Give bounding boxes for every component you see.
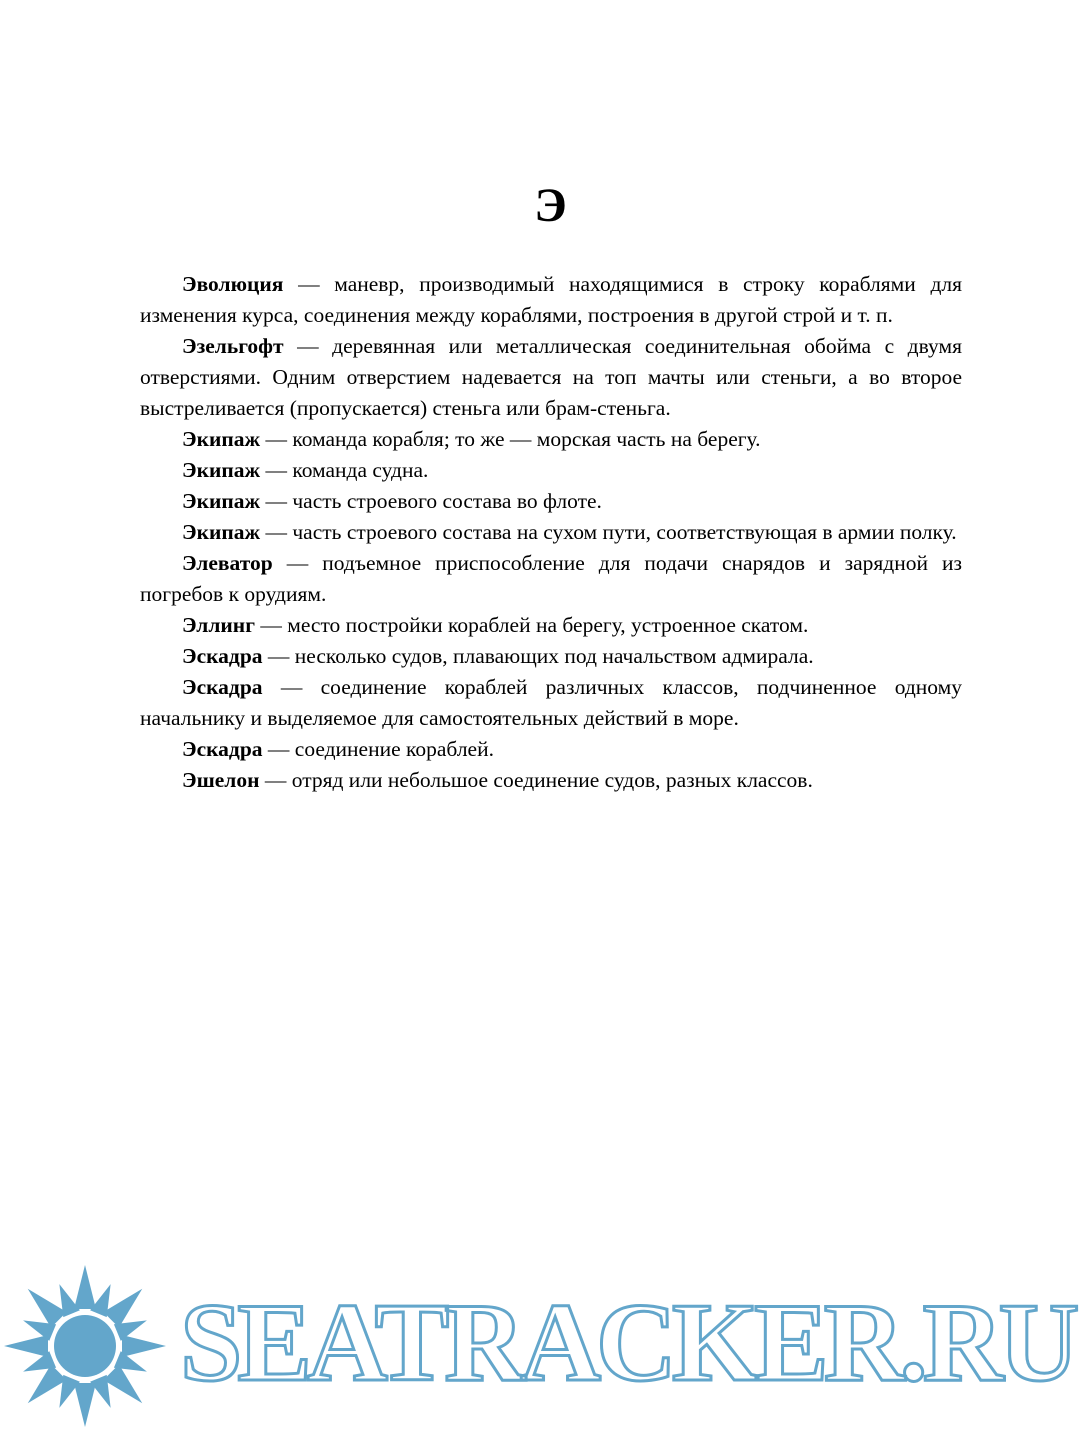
entry bbox=[140, 517, 962, 548]
entry-term: Экипаж bbox=[182, 458, 261, 482]
entry-term: Экипаж bbox=[182, 427, 261, 451]
entry-definition: — подъемное приспособление для подачи снарядов и зарядной из погребов к орудиям. bbox=[140, 551, 962, 606]
entry-definition: — отряд или небольшое соединение судов, разных классов. bbox=[259, 768, 813, 792]
sun-icon bbox=[0, 1261, 170, 1431]
entry-term: Экипаж bbox=[182, 520, 261, 544]
entry-term: Эшелон bbox=[182, 768, 260, 792]
entry-term: Эволюция bbox=[182, 272, 284, 296]
entry-definition: — соединение кораблей различных классов, подчиненное одному начальнику и выделяемое для самостоятельных действий в море. bbox=[140, 675, 962, 730]
document-page bbox=[140, 178, 962, 796]
entry-term: Эскадра bbox=[182, 644, 263, 668]
entry-definition: — команда судна. bbox=[260, 458, 429, 482]
entry bbox=[140, 331, 962, 424]
entry bbox=[140, 548, 962, 610]
entry-term: Эллинг bbox=[182, 613, 255, 637]
entry-definition: — место постройки кораблей на берегу, устроенное скатом. bbox=[254, 613, 809, 637]
entry-term: Эскадра bbox=[182, 675, 263, 699]
entry bbox=[140, 424, 962, 455]
entry-list bbox=[140, 269, 962, 796]
entry-term: Элеватор bbox=[182, 551, 273, 575]
entry bbox=[140, 610, 962, 641]
entry-definition: — часть строевого состава на сухом пути, соответствующая в армии полку. bbox=[260, 520, 957, 544]
entry bbox=[140, 455, 962, 486]
entry bbox=[140, 672, 962, 734]
watermark bbox=[0, 1250, 1080, 1425]
entry-term: Экипаж bbox=[182, 489, 261, 513]
entry-term: Эскадра bbox=[182, 737, 263, 761]
watermark-text: SEATRACKER.RU bbox=[180, 1281, 1075, 1405]
entry bbox=[140, 734, 962, 765]
entry bbox=[140, 486, 962, 517]
entry-definition: — соединение кораблей. bbox=[262, 737, 494, 761]
page-title: Э bbox=[534, 179, 568, 232]
entry-definition: — несколько судов, плавающих под начальством адмирала. bbox=[262, 644, 814, 668]
entry bbox=[140, 641, 962, 672]
entry-definition: — команда корабля; то же — морская часть на берегу. bbox=[260, 427, 761, 451]
entry-definition: — маневр, производимый находящимися в строку кораблями для изменения курса, соединения между кораблями, построения в другой строй и т. п. bbox=[140, 272, 962, 327]
entry bbox=[140, 765, 962, 796]
entry-definition: — деревянная или металлическая соединительная обойма с двумя отверстиями. Одним отверстием надевается на топ мачты или стеньги, а во второе выстреливается (пропускается) стеньга или брам-стеньга. bbox=[140, 334, 962, 420]
entry bbox=[140, 269, 962, 331]
entry-term: Эзельгофт bbox=[182, 334, 284, 358]
entry-definition: — часть строевого состава во флоте. bbox=[260, 489, 602, 513]
